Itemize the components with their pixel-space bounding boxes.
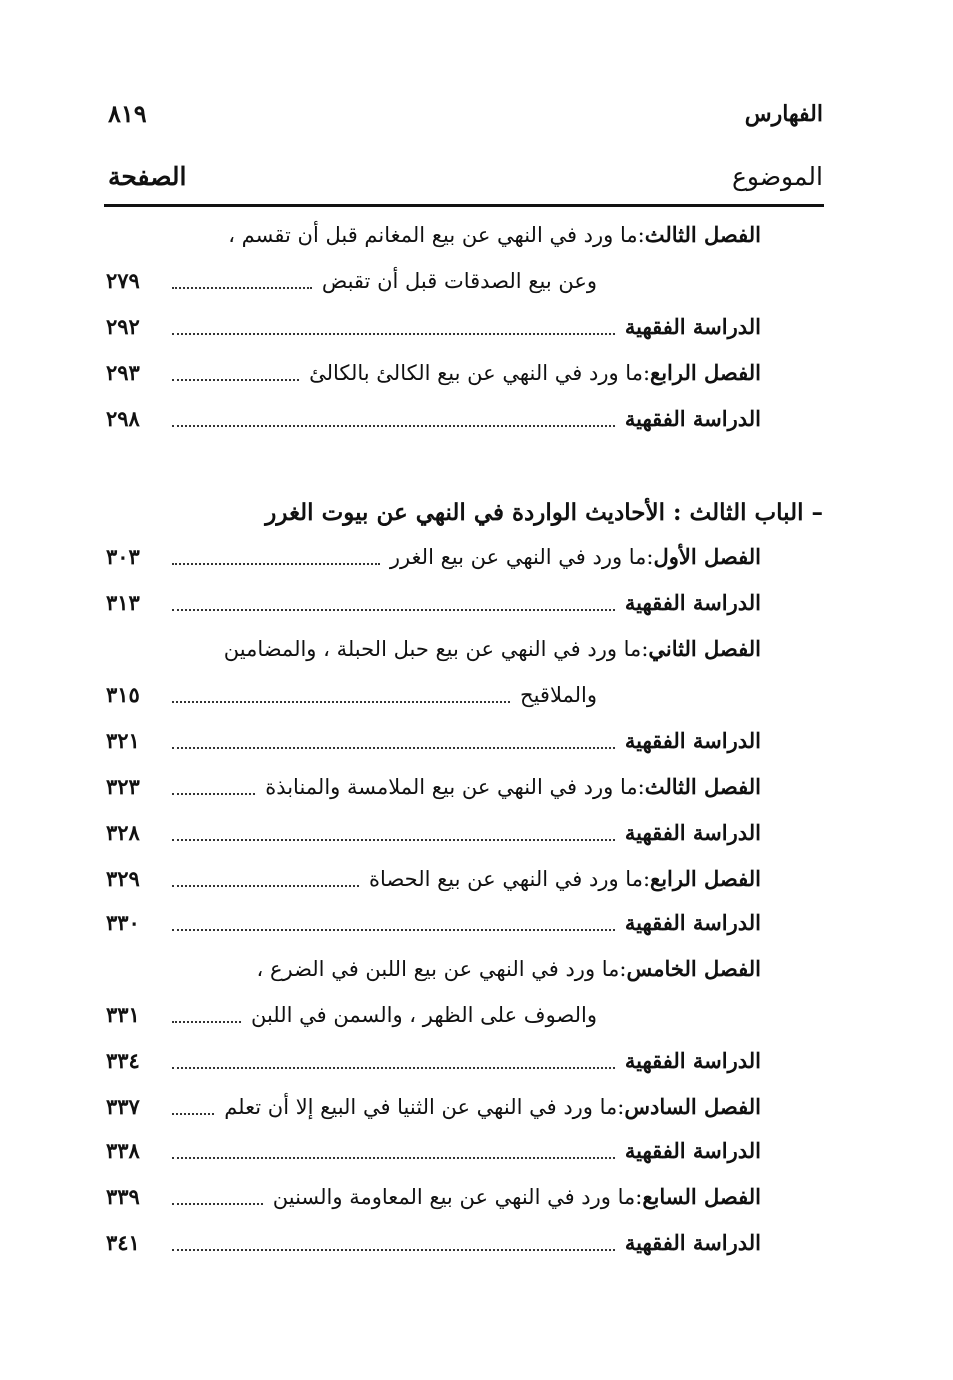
entry-label: الدراسة الفقهية: [624, 910, 761, 935]
entry-label: الفصل الرابع: [650, 360, 761, 385]
entry-page-number: ٣٢٣: [106, 774, 140, 799]
entry-separator: :: [642, 867, 651, 891]
toc-entry: [106, 946, 761, 986]
toc-entry: [106, 304, 761, 344]
entry-page-number: ٣٢١: [106, 728, 140, 753]
entry-label: الدراسة الفقهية: [624, 1230, 761, 1255]
toc-entry: [106, 350, 761, 390]
entry-page-number: ٣٢٩: [106, 866, 140, 891]
toc-entry: [106, 764, 761, 804]
entry-page-number: ٣١٥: [106, 682, 140, 707]
leader-dots: [172, 1113, 214, 1115]
entry-page-number: ٢٩٣: [106, 360, 140, 385]
entry-label: الفصل الخامس: [626, 956, 761, 981]
leader-dots: [172, 701, 510, 703]
toc-entry: [106, 534, 761, 574]
entry-page-number: ٣٣٤: [106, 1048, 140, 1073]
column-header-page: الصفحة: [108, 162, 187, 191]
entry-separator: :: [617, 1095, 625, 1119]
entry-page-number: ٣٣٨: [106, 1138, 140, 1163]
entry-text: وعن بيع الصدقات قبل أن تقبض: [321, 269, 597, 293]
leader-dots: [172, 885, 359, 887]
leader-dots: [172, 1021, 241, 1023]
entry-page-number: ٣٠٣: [106, 544, 140, 569]
entry-page-number: ٣٣١: [106, 1002, 140, 1027]
part-heading: [106, 490, 823, 530]
leader-dots: [172, 333, 615, 335]
entry-separator: :: [646, 545, 654, 569]
toc-entry: [106, 1174, 761, 1214]
entry-label: الفصل الثالث: [644, 774, 761, 799]
leader-dots: [172, 929, 615, 931]
entry-text: ما ورد في النهي عن بيع حبل الحبلة ، والمضامين: [223, 637, 642, 661]
entry-label: الدراسة الفقهية: [624, 1138, 761, 1163]
entry-separator: :: [635, 1185, 643, 1209]
toc-entry: [106, 626, 761, 666]
entry-page-number: ٣٣٧: [106, 1094, 140, 1119]
toc-entry: [106, 1128, 761, 1168]
entry-text: ما ورد في النهي عن بيع الملامسة والمنابذة: [265, 775, 638, 799]
entry-text: ما ورد في النهي عن بيع الكالئ بالكالئ: [309, 361, 643, 385]
entry-separator: :: [641, 637, 649, 661]
leader-dots: [172, 747, 615, 749]
entry-label: الفصل السادس: [624, 1094, 761, 1119]
toc-entry: [106, 1084, 761, 1124]
entry-text: ما ورد في النهي عن الثنيا في البيع إلا أن تعلم: [224, 1095, 618, 1119]
entry-page-number: ٣٤١: [106, 1230, 140, 1255]
part-heading-text: – الباب الثالث : الأحاديث الواردة في النهي عن بيوت الغرر: [265, 499, 823, 526]
entry-separator: :: [637, 775, 645, 799]
leader-dots: [172, 425, 615, 427]
toc-entry: [106, 900, 761, 940]
entry-text: ما ورد في النهي عن بيع الحصاة: [369, 867, 643, 891]
column-header-topic: الموضوع: [732, 162, 823, 191]
leader-dots: [172, 1157, 615, 1159]
toc-entry: [106, 992, 597, 1032]
entry-text: والملاقيح: [520, 683, 597, 707]
leader-dots: [172, 839, 615, 841]
leader-dots: [172, 1249, 615, 1251]
header-divider: [104, 204, 824, 207]
leader-dots: [172, 379, 299, 381]
entry-separator: :: [619, 957, 627, 981]
running-header-page-number: ٨١٩: [108, 99, 147, 128]
toc-entry: [106, 258, 597, 298]
toc-entry: [106, 672, 597, 712]
running-header-title: الفهارس: [744, 101, 823, 127]
entry-label: الدراسة الفقهية: [624, 1048, 761, 1073]
entry-label: الفصل الثالث: [644, 222, 761, 247]
entry-text: ما ورد في النهي عن بيع الغرر: [389, 545, 647, 569]
leader-dots: [172, 287, 312, 289]
entry-label: الفصل الرابع: [650, 866, 761, 891]
entry-label: الفصل الثاني: [648, 636, 761, 661]
toc-entry: [106, 856, 761, 896]
entry-text: ما ورد في النهي عن بيع المغانم قبل أن تقسم ،: [228, 223, 638, 247]
entry-label: الدراسة الفقهية: [624, 820, 761, 845]
entry-page-number: ٢٩٨: [106, 406, 140, 431]
entry-label: الفصل الأول: [653, 544, 761, 569]
leader-dots: [172, 1203, 263, 1205]
toc-entry: [106, 810, 761, 850]
leader-dots: [172, 793, 255, 795]
entry-page-number: ٣٣٩: [106, 1184, 140, 1209]
toc-entry: [106, 396, 761, 436]
entry-page-number: ٣٢٨: [106, 820, 140, 845]
entry-text: ما ورد في النهي عن بيع المعاومة والسنين: [272, 1185, 636, 1209]
entry-label: الدراسة الفقهية: [624, 406, 761, 431]
leader-dots: [172, 563, 380, 565]
entry-label: الدراسة الفقهية: [624, 728, 761, 753]
leader-dots: [172, 609, 615, 611]
entry-separator: :: [637, 223, 645, 247]
entry-page-number: ٢٩٢: [106, 314, 140, 339]
toc-entry: [106, 1220, 761, 1260]
toc-entry: [106, 718, 761, 758]
leader-dots: [172, 1067, 615, 1069]
toc-entry: [106, 212, 761, 252]
entry-page-number: ٣٣٠: [106, 910, 140, 935]
entry-page-number: ٣١٣: [106, 590, 140, 615]
toc-entry: [106, 1038, 761, 1078]
entry-page-number: ٢٧٩: [106, 268, 140, 293]
entry-label: الدراسة الفقهية: [624, 314, 761, 339]
toc-entry: [106, 580, 761, 620]
entry-separator: :: [642, 361, 651, 385]
entry-text: ما ورد في النهي عن بيع اللبن في الضرع ،: [256, 957, 620, 981]
entry-label: الفصل السابع: [642, 1184, 761, 1209]
entry-label: الدراسة الفقهية: [624, 590, 761, 615]
entry-text: والصوف على الظهر ، والسمن في اللبن: [250, 1003, 597, 1027]
